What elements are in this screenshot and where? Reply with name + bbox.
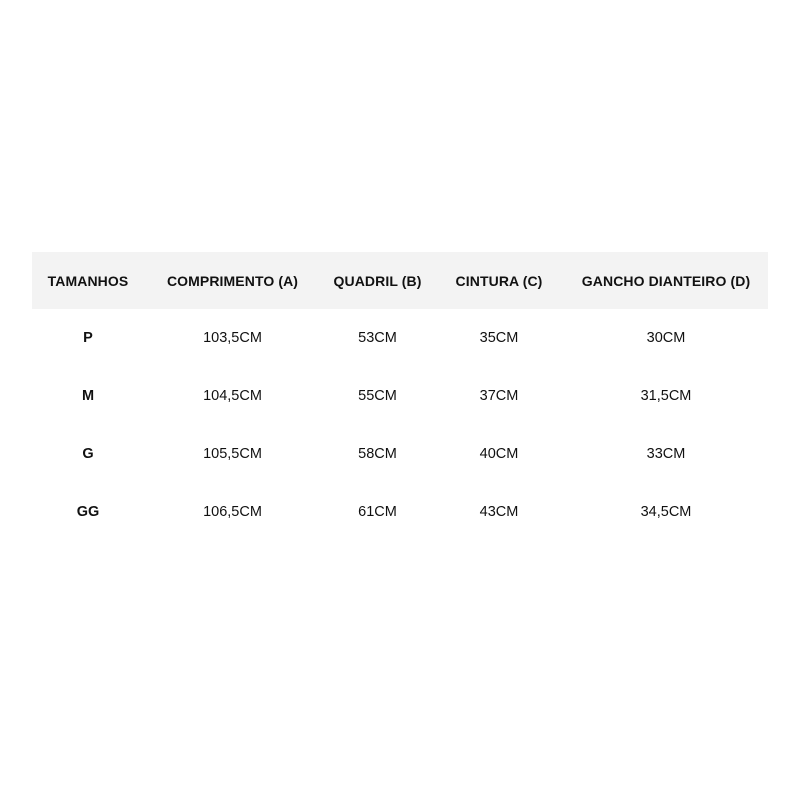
- table-row: [32, 483, 768, 541]
- quadril-cell: 61CM: [358, 504, 397, 520]
- quadril-cell: 58CM: [358, 446, 397, 462]
- comprimento-cell: 103,5CM: [203, 330, 262, 346]
- gancho-cell: 34,5CM: [640, 504, 692, 520]
- quadril-cell: 55CM: [358, 388, 397, 404]
- header-row: [32, 252, 768, 309]
- table-row: [32, 425, 768, 483]
- size-cell: M: [81, 388, 95, 404]
- cintura-cell: 43CM: [479, 504, 519, 520]
- size-cell: G: [82, 446, 94, 462]
- cintura-cell: 40CM: [479, 446, 519, 462]
- cintura-cell: 37CM: [479, 388, 519, 404]
- table-body: [32, 309, 768, 541]
- header-comprimento: COMPRIMENTO (A): [166, 272, 299, 289]
- header-gancho-dianteiro: GANCHO DIANTEIRO (D): [581, 272, 751, 289]
- gancho-cell: 31,5CM: [640, 388, 692, 404]
- header-cintura: CINTURA (C): [455, 272, 543, 289]
- size-chart-table: [32, 252, 768, 541]
- header-quadril: QUADRIL (B): [333, 272, 422, 289]
- comprimento-cell: 105,5CM: [203, 446, 262, 462]
- quadril-cell: 53CM: [358, 330, 397, 346]
- header-tamanhos: TAMANHOS: [47, 272, 129, 289]
- size-cell: P: [83, 330, 93, 346]
- size-cell: GG: [76, 504, 100, 520]
- gancho-cell: 30CM: [646, 330, 686, 346]
- table-header: [32, 252, 768, 309]
- comprimento-cell: 106,5CM: [203, 504, 262, 520]
- table-row: [32, 367, 768, 425]
- table-row: [32, 309, 768, 367]
- cintura-cell: 35CM: [479, 330, 519, 346]
- comprimento-cell: 104,5CM: [203, 388, 262, 404]
- gancho-cell: 33CM: [646, 446, 686, 462]
